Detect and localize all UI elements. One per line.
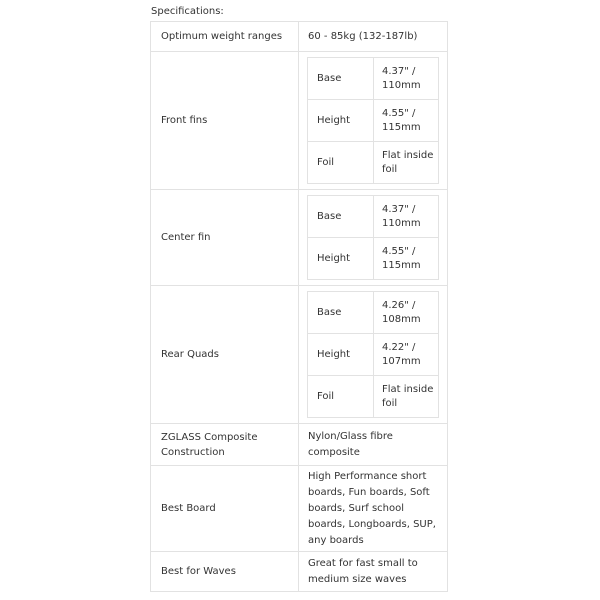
front-fins-base-value: 4.37" / 110mm (374, 58, 439, 100)
table-row-center-fin (151, 190, 448, 286)
rear-quads-foil-value: Flat inside foil (374, 376, 439, 418)
rear-quads-specs-table (307, 291, 439, 418)
best-board-value: High Performance short boards, Fun boards, Soft boards, Surf school boards, Longboards, SUP, any boards (299, 466, 448, 552)
table-row (308, 100, 439, 142)
table-row-best-waves (151, 552, 448, 592)
table-row (308, 238, 439, 280)
weight-value: 60 - 85kg (132-187lb) (299, 22, 448, 52)
front-fins-height-value: 4.55" / 115mm (374, 100, 439, 142)
specifications-table (150, 21, 448, 592)
rear-quads-foil-label: Foil (308, 376, 374, 418)
table-row (308, 334, 439, 376)
best-waves-label: Best for Waves (151, 552, 299, 592)
specifications-heading: Specifications: (151, 6, 224, 17)
table-row (308, 58, 439, 100)
table-row-rear-quads (151, 286, 448, 424)
rear-quads-base-value: 4.26" / 108mm (374, 292, 439, 334)
weight-label: Optimum weight ranges (151, 22, 299, 52)
rear-quads-height-label: Height (308, 334, 374, 376)
table-row-weight (151, 22, 448, 52)
table-row-construction (151, 424, 448, 466)
front-fins-foil-value: Flat inside foil (374, 142, 439, 184)
front-fins-height-label: Height (308, 100, 374, 142)
front-fins-specs-cell (299, 52, 448, 190)
center-fin-height-label: Height (308, 238, 374, 280)
table-row (308, 196, 439, 238)
construction-label: ZGLASS Composite Construction (151, 424, 299, 466)
front-fins-specs-table (307, 57, 439, 184)
table-row-best-board (151, 466, 448, 552)
center-fin-height-value: 4.55" / 115mm (374, 238, 439, 280)
front-fins-label: Front fins (151, 52, 299, 190)
center-fin-label: Center fin (151, 190, 299, 286)
table-row (308, 292, 439, 334)
front-fins-foil-label: Foil (308, 142, 374, 184)
front-fins-base-label: Base (308, 58, 374, 100)
center-fin-specs-cell (299, 190, 448, 286)
best-waves-value: Great for fast small to medium size waves (299, 552, 448, 592)
rear-quads-label: Rear Quads (151, 286, 299, 424)
rear-quads-specs-cell (299, 286, 448, 424)
rear-quads-base-label: Base (308, 292, 374, 334)
center-fin-base-label: Base (308, 196, 374, 238)
table-row-front-fins (151, 52, 448, 190)
table-row (308, 376, 439, 418)
center-fin-base-value: 4.37" / 110mm (374, 196, 439, 238)
table-row (308, 142, 439, 184)
center-fin-specs-table (307, 195, 439, 280)
rear-quads-height-value: 4.22" / 107mm (374, 334, 439, 376)
construction-value: Nylon/Glass fibre composite (299, 424, 448, 466)
best-board-label: Best Board (151, 466, 299, 552)
